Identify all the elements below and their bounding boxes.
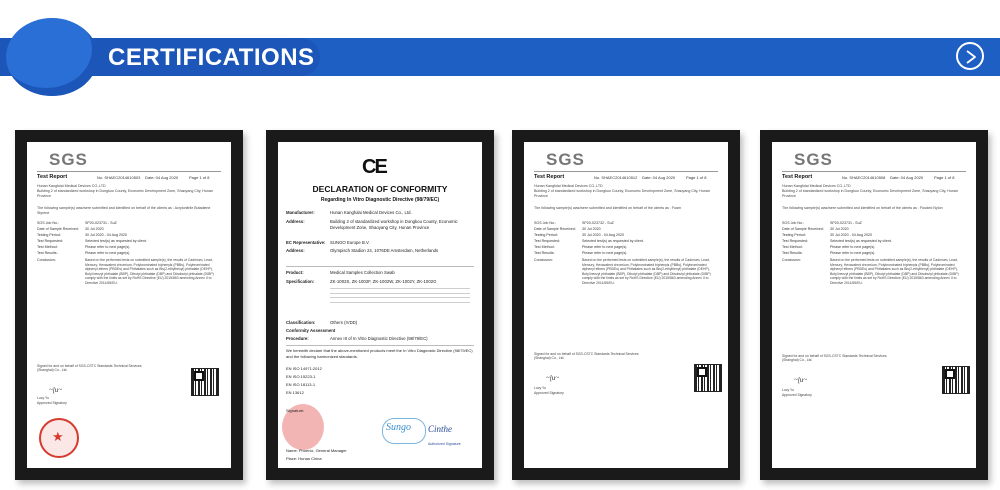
report-label: Test Report xyxy=(37,174,68,180)
row-value: Medical Samples Collection Swab xyxy=(330,270,395,275)
standard-item: EN ISO 14971:2012 xyxy=(286,366,322,371)
report-page: Page 1 of 8 xyxy=(934,175,955,180)
certificate-paper xyxy=(27,142,231,468)
row-key: Procedure: xyxy=(286,336,309,341)
play-circle-icon[interactable] xyxy=(956,42,984,70)
row-key: Date of Sample Received: xyxy=(782,227,824,231)
sample-description: The following sample(s) was/were submitted and identified on behalf of the clients as : Foam xyxy=(534,206,682,210)
specification-lines xyxy=(330,288,470,306)
row-value: ZK-1002S, ZK-1002F, ZK-1002W, ZK-1002Y, ZK-1002G xyxy=(330,279,437,284)
conclusion-label: Conclusion: xyxy=(534,258,553,262)
qr-code xyxy=(942,366,970,394)
row-key: Test Requested: xyxy=(37,239,63,243)
row-key: Testing Period: xyxy=(534,233,558,237)
signer-name: Name: Phoenix, General Manager xyxy=(286,448,347,453)
signature-mark: Cinthe xyxy=(428,424,452,434)
qr-code xyxy=(191,368,219,396)
row-key: Testing Period: xyxy=(37,233,61,237)
official-stamp xyxy=(39,418,79,458)
report-number: No. SHAEC2014610512 xyxy=(594,175,638,180)
report-page: Page 1 of 8 xyxy=(686,175,707,180)
certificate-sgs-3[interactable] xyxy=(760,130,988,480)
report-date: Date: 04 Aug 2020 xyxy=(890,175,924,180)
row-value: SP20-023731 - SuZ xyxy=(85,221,117,225)
signature-mark: ~ɭu~ xyxy=(546,374,560,382)
row-key: Address: xyxy=(286,248,305,253)
qr-code xyxy=(694,364,722,392)
sgs-logo: SGS xyxy=(546,150,585,169)
row-value: 30 Jul 2020 xyxy=(85,227,104,231)
declaration-title: DECLARATION OF CONFORMITY xyxy=(312,184,448,194)
row-key: Test Requested: xyxy=(782,239,808,243)
conclusion-text: Based on the performed tests on submitted sample(s), the results of Cadmium, Lead, Mercury, Hexavalent chromium, Polybrominated biphenyls (PBBs), Polybrominated diphenyl ethers (PBDEs) and Phthalates such as Bis(2-ethylhexyl) phthalate (DEHP), Butyl benzyl phthalate (BBP), Dibutyl phthalate (DBP) and Diisobutyl phthalate (DIBP) comply with the limits as set by RoHS Directive (EU) 2015/863 amending Annex II to Directive 2011/65/EU. xyxy=(85,258,214,285)
row-value: Please refer to next page(s). xyxy=(830,245,876,249)
authorized-signature-label: Authorized Signature xyxy=(428,442,461,446)
divider xyxy=(286,266,474,267)
row-value: Hunan Kangfulai Medical Devices Co., Ltd. xyxy=(330,210,412,215)
conclusion-label: Conclusion: xyxy=(37,258,56,262)
row-value: SP20-023731 - SuZ xyxy=(830,221,862,225)
report-number: No. SHAEC2014610503 xyxy=(97,175,141,180)
row-key: Test Method: xyxy=(782,245,803,249)
report-row xyxy=(782,250,966,256)
row-key: Classification: xyxy=(286,320,316,325)
row-value: 30 Jul 2020 - 04 Aug 2020 xyxy=(830,233,872,237)
signer-title: Approved Signatory xyxy=(782,393,812,397)
client-address: Building 2 of standardized workshop in Dongkou County, Economic Development Zone, Shaoyang City, Hunan Province xyxy=(37,189,213,198)
client-address: Building 2 of standardized workshop in Dongkou County, Economic Development Zone, Shaoyang City, Hunan Province xyxy=(782,189,958,198)
certificate-paper xyxy=(772,142,976,468)
row-value: Selected test(s) as requested by client. xyxy=(582,239,644,243)
report-page: Page 1 of 8 xyxy=(189,175,210,180)
signer-name: Lucy Yu xyxy=(37,396,50,400)
row-key: SGS Job No.: xyxy=(37,221,59,225)
signed-text: Signed for and on behalf of SGS-CSTC Standards Technical Services (Shanghai) Co., Ltd. xyxy=(782,354,887,362)
ce-mark: CE xyxy=(362,156,386,178)
row-value: Please refer to next page(s). xyxy=(85,251,131,255)
row-key: Test Results: xyxy=(534,251,555,255)
client-name: Hunan Kangfulai Medical Devices CO.,LTD xyxy=(782,184,851,188)
row-value: Please refer to next page(s). xyxy=(830,251,876,255)
row-key: Date of Sample Received: xyxy=(534,227,576,231)
certificate-declaration[interactable] xyxy=(266,130,494,480)
certificate-paper xyxy=(278,142,482,468)
divider xyxy=(534,171,718,172)
conclusion-text: Based on the performed tests on submitted sample(s), the results of Cadmium, Lead, Mercury, Hexavalent chromium, Polybrominated biphenyls (PBBs), Polybrominated diphenyl ethers (PBDEs) and Phthalates such as Bis(2-ethylhexyl) phthalate (DEHP), Butyl benzyl phthalate (BBP), Dibutyl phthalate (DBP) and Diisobutyl phthalate (DIBP) comply with the limits as set by RoHS Directive (EU) 2015/863 amending Annex II to Directive 2011/65/EU. xyxy=(830,258,959,285)
sample-description: The following sample(s) was/were submitted and identified on behalf of the clients as : Acrylonitrile Butadiene Styrene xyxy=(37,206,211,215)
row-key: Test Method: xyxy=(37,245,58,249)
row-key: EC Representative: xyxy=(286,240,326,245)
declaration-subtitle: Regarding In Vitro Diagnostic Directive (98/79/EC) xyxy=(320,197,440,203)
report-row xyxy=(534,250,718,256)
row-value: 30 Jul 2020 - 04 Aug 2020 xyxy=(582,233,624,237)
signed-text: Signed for and on behalf of SGS-CSTC Standards Technical Services (Shanghai) Co., Ltd. xyxy=(534,352,639,360)
row-value: Please refer to next page(s). xyxy=(85,245,131,249)
standard-item: EN ISO 18113-1 xyxy=(286,382,316,387)
client-name: Hunan Kangfulai Medical Devices CO.,LTD xyxy=(534,184,603,188)
row-value: Building 2 of standardized workshop in Dongkou County, Economic Development Zone, Shaoyang City, Hunan Province xyxy=(330,219,458,230)
conclusion-label: Conclusion: xyxy=(782,258,801,262)
row-key: Manufacturer: xyxy=(286,210,315,215)
report-date: Date: 04 Aug 2020 xyxy=(642,175,676,180)
sgs-logo: SGS xyxy=(794,150,833,169)
row-value: Olympisch Stadion 24, 1076DE Amsterdam, Netherlands xyxy=(330,248,439,253)
row-key: Test Requested: xyxy=(534,239,560,243)
page-title: CERTIFICATIONS xyxy=(108,44,315,71)
signature-label: Signature: xyxy=(286,408,305,413)
client-address: Building 2 of standardized workshop in Dongkou County, Economic Development Zone, Shaoyang City, Hunan Province xyxy=(534,189,710,198)
place: Place: Hunan China xyxy=(286,456,322,461)
row-value: Annex III of In Vitro Diagnostic Directive (98/79/EC) xyxy=(330,336,428,341)
row-value: Selected test(s) as requested by client. xyxy=(830,239,892,243)
report-label: Test Report xyxy=(782,174,813,180)
report-number: No. SHAEC2014610508 xyxy=(842,175,886,180)
divider xyxy=(782,171,966,172)
signer-title: Approved Signatory xyxy=(37,401,67,405)
sample-description: The following sample(s) was/were submitted and identified on behalf of the clients as : Flocked Nylon xyxy=(782,206,943,210)
signer-name: Lucy Yu xyxy=(782,388,795,392)
certificate-sgs-1[interactable] xyxy=(15,130,243,480)
row-key: Test Results: xyxy=(37,251,58,255)
signature-mark: ~ɭu~ xyxy=(49,386,63,394)
row-key: Test Results: xyxy=(782,251,803,255)
row-value: Please refer to next page(s). xyxy=(582,245,628,249)
divider xyxy=(37,171,221,172)
certificate-sgs-2[interactable] xyxy=(512,130,740,480)
row-value: SUNGO Europe B.V. xyxy=(330,240,370,245)
certificate-paper xyxy=(524,142,728,468)
row-key: Address: xyxy=(286,219,305,224)
client-name: Hunan Kangfulai Medical Devices CO.,LTD xyxy=(37,184,106,188)
signer-title: Approved Signatory xyxy=(534,391,564,395)
signature-mark: ~ɭu~ xyxy=(794,376,808,384)
row-key: Specification: xyxy=(286,279,315,284)
standard-item: EN 13612 xyxy=(286,390,304,395)
row-value: Others (IVDD) xyxy=(330,320,358,325)
row-value: SP20-023732 - SuZ xyxy=(582,221,614,225)
row-value: Please refer to next page(s). xyxy=(582,251,628,255)
row-value: 30 Jul 2020 xyxy=(830,227,849,231)
row-key: Product: xyxy=(286,270,304,275)
report-row xyxy=(37,250,221,256)
report-date: Date: 04 Aug 2020 xyxy=(145,175,179,180)
header-decor-circle xyxy=(6,18,98,96)
sgs-logo: SGS xyxy=(49,150,88,169)
row-key: SGS Job No.: xyxy=(782,221,804,225)
divider xyxy=(286,345,474,346)
row-key: Test Method: xyxy=(534,245,555,249)
signed-text: Signed for and on behalf of SGS-CSTC Standards Technical Services (Shanghai) Co., Ltd. xyxy=(37,364,142,372)
sungo-logo: Sungo xyxy=(386,422,411,433)
row-value: 30 Jul 2020 - 04 Aug 2020 xyxy=(85,233,127,237)
report-label: Test Report xyxy=(534,174,565,180)
row-key: SGS Job No.: xyxy=(534,221,556,225)
conformity-label: Conformity Assessment xyxy=(286,328,336,333)
conclusion-text: Based on the performed tests on submitted sample(s), the results of Cadmium, Lead, Mercury, Hexavalent chromium, Polybrominated biphenyls (PBBs), Polybrominated diphenyl ethers (PBDEs) and Phthalates such as Bis(2-ethylhexyl) phthalate (DEHP), Butyl benzyl phthalate (BBP), Dibutyl phthalate (DBP) and Diisobutyl phthalate (DIBP) comply with the limits as set by RoHS Directive (EU) 2015/863 amending Annex II to Directive 2011/65/EU. xyxy=(582,258,711,285)
signer-name: Lucy Yu xyxy=(534,386,547,390)
row-value: 30 Jul 2020 xyxy=(582,227,601,231)
row-key: Testing Period: xyxy=(782,233,806,237)
row-value: Selected test(s) as requested by client. xyxy=(85,239,147,243)
standard-item: EN ISO 15223-1 xyxy=(286,374,316,379)
row-key: Date of Sample Received: xyxy=(37,227,79,231)
declaration-statement: We herewith declare that the above-mentioned products meet the In Vitro Diagnostic Directive (98/79/EC) and the following harmonized standards. xyxy=(286,348,473,359)
